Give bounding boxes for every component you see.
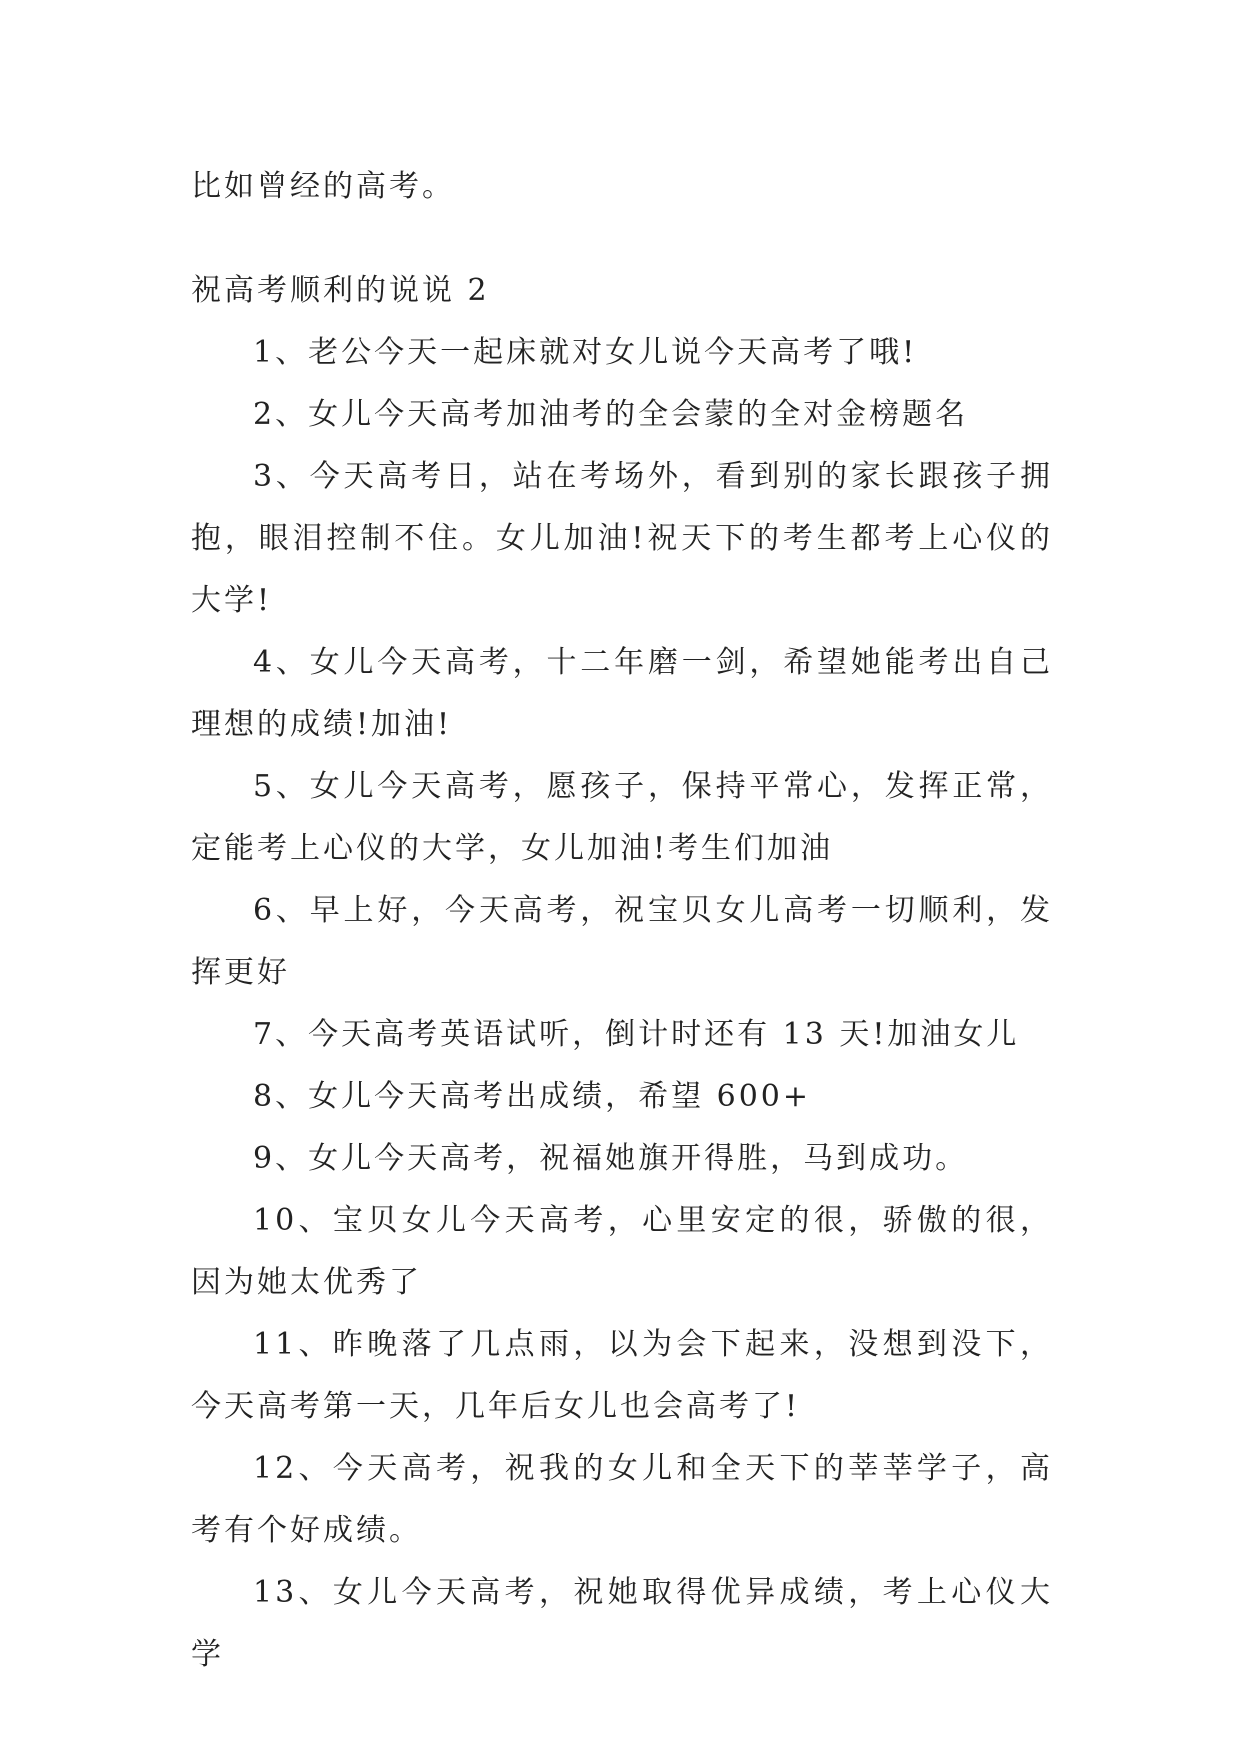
list-item: 4、女儿今天高考，十二年磨一剑，希望她能考出自己理想的成绩!加油!: [191, 645, 1053, 742]
list-item: 6、早上好，今天高考，祝宝贝女儿高考一切顺利，发挥更好: [191, 893, 1053, 990]
list-item: 5、女儿今天高考，愿孩子，保持平常心，发挥正常，定能考上心仪的大学，女儿加油!考生们加油: [191, 769, 1053, 866]
list-item: 2、女儿今天高考加油考的全会蒙的全对金榜题名: [253, 397, 969, 432]
document-body: [191, 156, 1053, 1686]
list-item: 10、宝贝女儿今天高考，心里安定的很，骄傲的很，因为她太优秀了: [191, 1203, 1053, 1300]
list-item: 7、今天高考英语试听，倒计时还有 13 天!加油女儿: [253, 1017, 1020, 1052]
list-item: 11、昨晚落了几点雨，以为会下起来，没想到没下，今天高考第一天，几年后女儿也会高考了!: [191, 1327, 1053, 1424]
list-item: 1、老公今天一起床就对女儿说今天高考了哦!: [253, 335, 918, 370]
intro-tail-text: 比如曾经的高考。: [191, 169, 455, 204]
list-item: 3、今天高考日，站在考场外，看到别的家长跟孩子拥抱，眼泪控制不住。女儿加油!祝天下的考生都考上心仪的大学!: [191, 459, 1053, 618]
list-item: 9、女儿今天高考，祝福她旗开得胜，马到成功。: [253, 1141, 969, 1176]
list-item: 13、女儿今天高考，祝她取得优异成绩，考上心仪大学: [191, 1575, 1053, 1672]
list-item: 12、今天高考，祝我的女儿和全天下的莘莘学子，高考有个好成绩。: [191, 1451, 1053, 1548]
section-title: 祝高考顺利的说说 2: [191, 273, 490, 308]
list-item: 8、女儿今天高考出成绩，希望 600+: [253, 1079, 812, 1114]
